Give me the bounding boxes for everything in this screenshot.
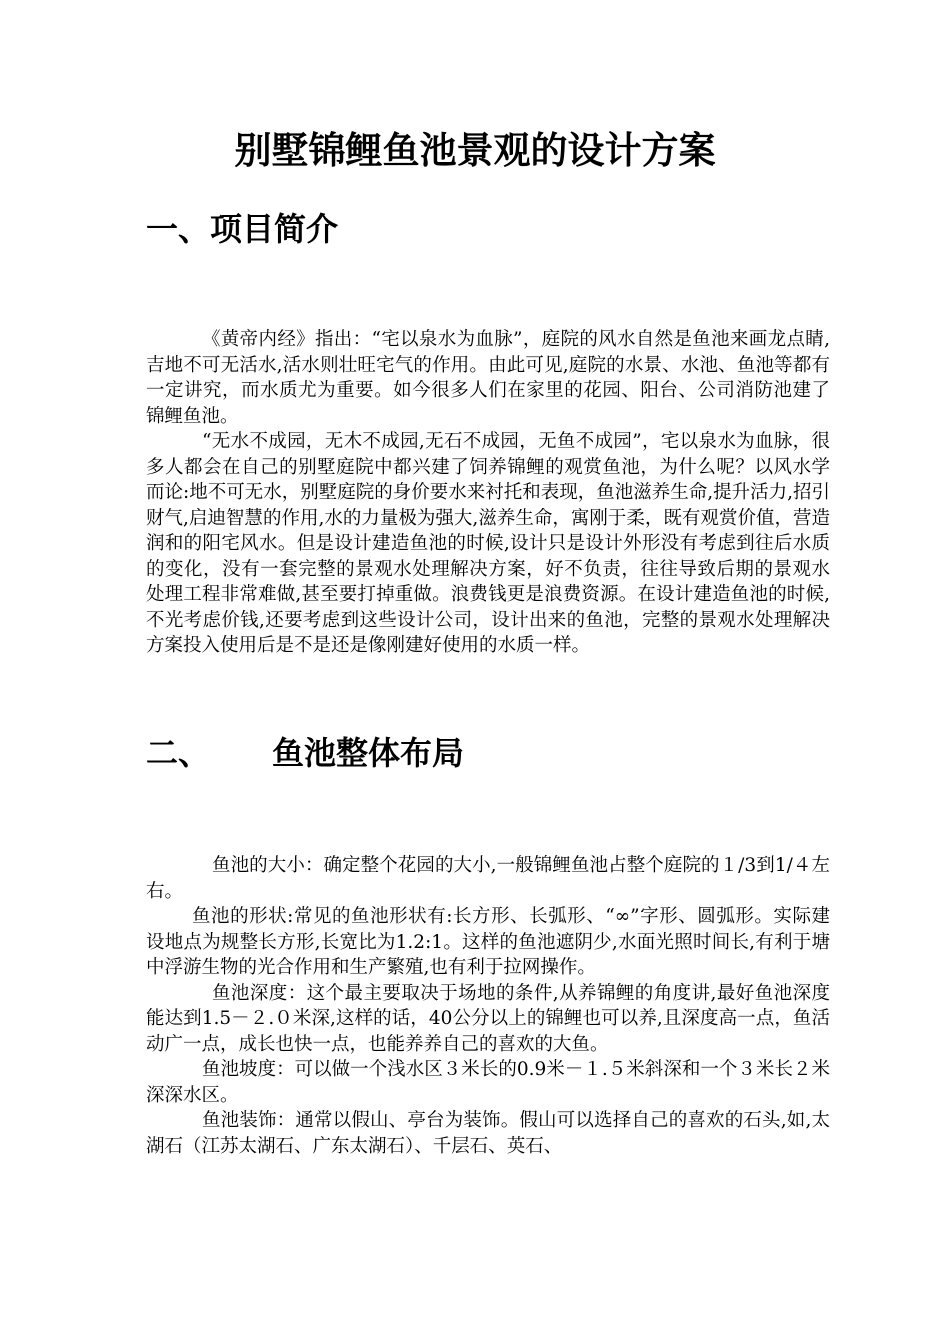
section-body-layout — [146, 853, 830, 1159]
document-title: 别墅锦鲤鱼池景观的设计方案 — [234, 129, 716, 172]
section-number: 二、 — [146, 734, 211, 772]
section-body-intro — [146, 327, 830, 659]
section-heading-text: 鱼池整体布局 — [272, 734, 465, 772]
paragraph: “无水不成园，无木不成园,无石不成园，无鱼不成园”，宅以泉水为血脉，很多人都会在自己的别墅庭院中都兴建了饲养锦鲤的观赏鱼池，为什么呢？以风水学而论:地不可无水，别墅庭院的身价要水来衬托和表现，鱼池滋养生命,提升活力,招引财气,启迪智慧的作用,水的力量极为强大,滋养生命，寓刚于柔，既有观赏价值，营造润和的阳宅风水。但是设计建造鱼池的时候,设计只是设计外形没有考虑到往后水质的变化，没有一套完整的景观水处理解决方案，好不负责，往往导致后期的景观水处理工程非常难做,甚至要打掉重做。浪费钱更是浪费资源。在设计建造鱼池的时候,不光考虑价钱,还要考虑到这些设计公司，设计出来的鱼池，完整的景观水处理解决方案投入使用后是不是还是像刚建好使用的水质一样。 — [146, 431, 830, 656]
section-heading-intro: 一、项目简介 — [146, 210, 339, 248]
paragraph: 《黄帝内经》指出：“宅以泉水为血脉”，庭院的风水自然是鱼池来画龙点睛,吉地不可无活水,活水则壮旺宅气的作用。由此可见,庭院的水景、水池、鱼池等都有一定讲究，而水质尤为重要。如今很多人们在家里的花园、阳台、公司消防池建了锦鲤鱼池。 — [146, 329, 830, 427]
paragraph: 鱼池的形状:常见的鱼池形状有:长方形、长弧形、“∞”字形、圆弧形。实际建设地点为规整长方形,长宽比为1.2:1。这样的鱼池遮阴少,水面光照时间长,有利于塘中浮游生物的光合作用和生产繁殖,也有利于拉网操作。 — [146, 906, 830, 978]
paragraph: 鱼池深度：这个最主要取决于场地的条件,从养锦鲤的角度讲,最好鱼池深度能达到1.5－２.０米深,这样的话，40公分以上的锦鲤也可以养,且深度高一点，鱼活动广一点，成长也快一点，也能养养自己的喜欢的大鱼。 — [146, 982, 830, 1055]
section-heading-layout — [146, 731, 464, 775]
paragraph: 鱼池装饰：通常以假山、亭台为装饰。假山可以选择自己的喜欢的石头,如,太湖石（江苏太湖石、广东太湖石）、千层石、英石、 — [146, 1110, 830, 1157]
paragraph: 鱼池坡度：可以做一个浅水区３米长的0.9米－１.５米斜深和一个３米长２米深深水区。 — [146, 1059, 830, 1106]
paragraph: 鱼池的大小：确定整个花园的大小,一般锦鲤鱼池占整个庭院的１/3到1/４左右。 — [146, 855, 830, 902]
